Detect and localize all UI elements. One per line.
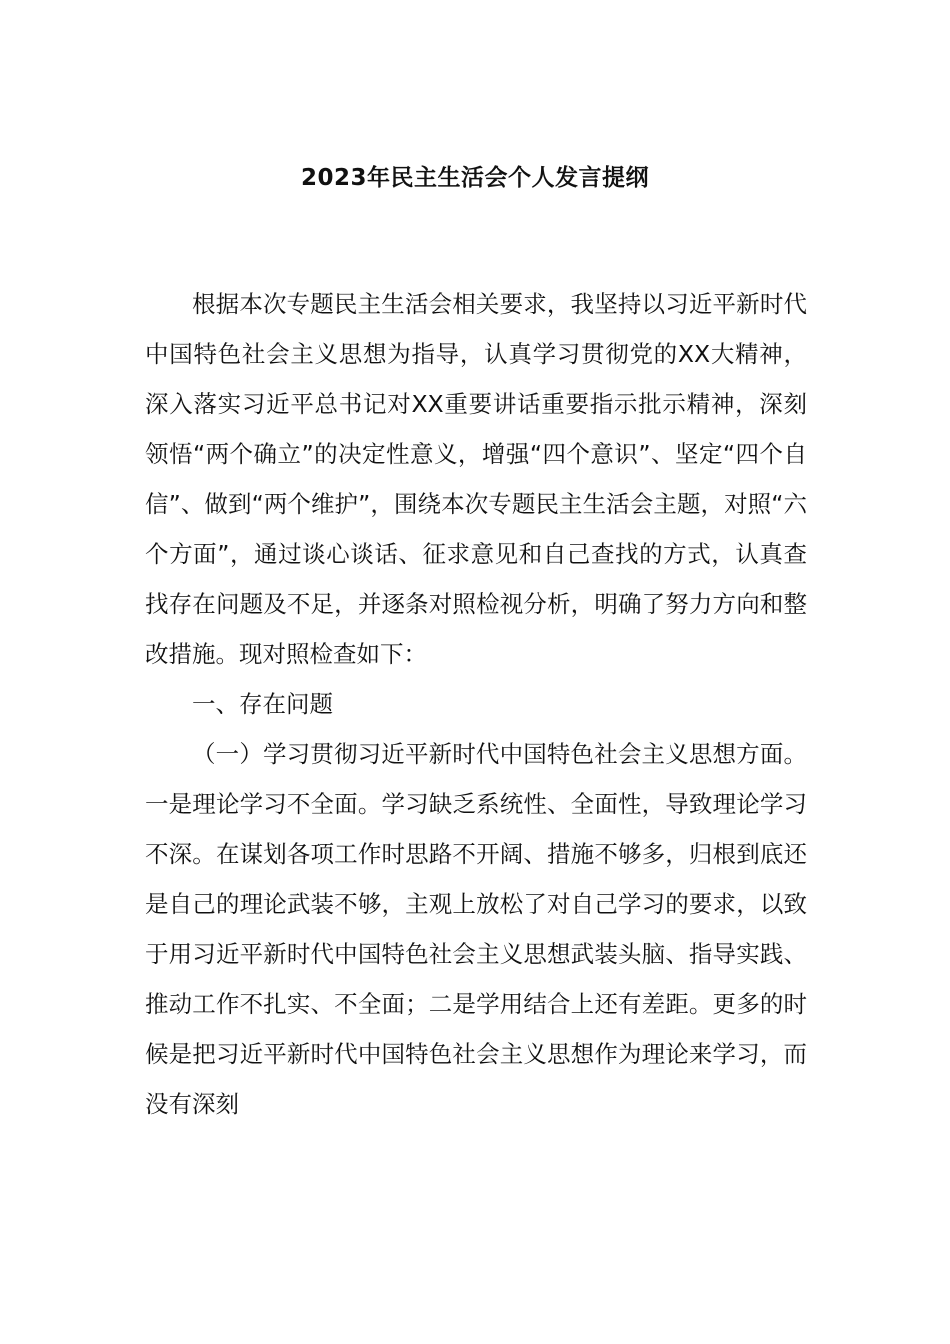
subsection-paragraph-study: （一）学习贯彻习近平新时代中国特色社会主义思想方面。一是理论学习不全面。学习缺乏系统性、全面性，导致理论学习不深。在谋划各项工作时思路不开阔、措施不够多，归根到底还是自己的理论武装不够，主观上放松了对自己学习的要求，以致于用习近平新时代中国特色社会主义思想武装头脑、指导实践、推动工作不扎实、不全面；二是学用结合上还有差距。更多的时候是把习近平新时代中国特色社会主义思想作为理论来学习，而没有深刻 — [145, 740, 807, 1118]
document-body — [145, 279, 807, 1129]
section-heading-problems: 一、存在问题 — [192, 690, 333, 718]
intro-paragraph: 根据本次专题民主生活会相关要求，我坚持以习近平新时代中国特色社会主义思想为指导，认真学习贯彻党的XX大精神，深入落实习近平总书记对XX重要讲话重要指示批示精神，深刻领悟“两个确立”的决定性意义，增强“四个意识”、坚定“四个自信”、做到“两个维护”，围绕本次专题民主生活会主题，对照“六个方面”，通过谈心谈话、征求意见和自己查找的方式，认真查找存在问题及不足，并逐条对照检视分析，明确了努力方向和整改措施。现对照检查如下： — [145, 290, 807, 668]
document-title: 2023年民主生活会个人发言提纲 — [300, 165, 649, 191]
